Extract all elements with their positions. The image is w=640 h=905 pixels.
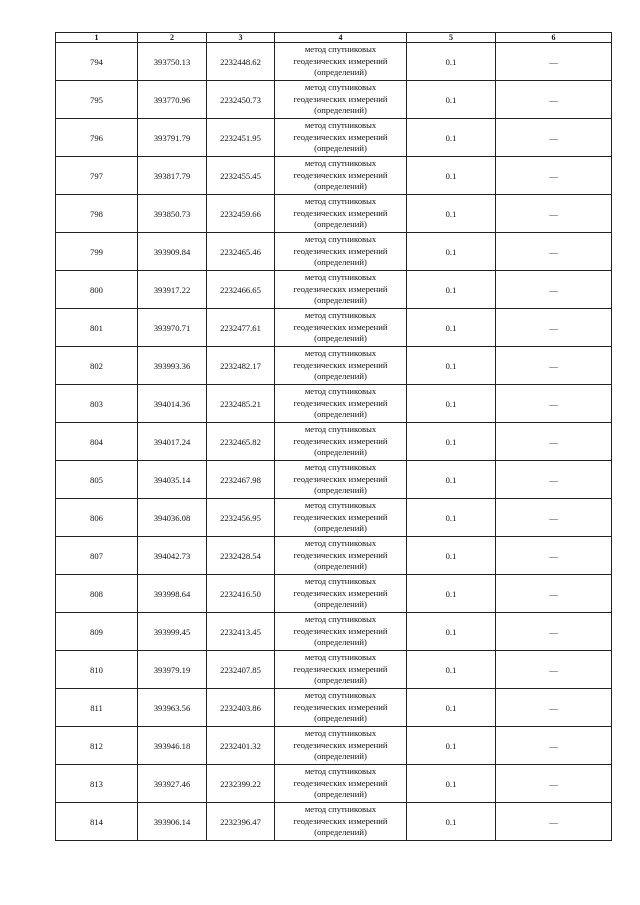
y-coordinate-cell: 2232407.85 (207, 651, 275, 689)
method-line: (определений) (314, 561, 367, 572)
note-cell: — (496, 385, 612, 423)
method-line: метод спутниковых (304, 310, 377, 321)
coordinates-table (55, 32, 612, 841)
accuracy-cell: 0.1 (407, 81, 496, 119)
point-number-cell: 810 (56, 651, 138, 689)
method-cell (275, 119, 407, 157)
method-line: (определений) (314, 181, 367, 192)
y-coordinate-cell: 2232465.46 (207, 233, 275, 271)
x-coordinate-cell: 393917.22 (138, 271, 207, 309)
table-row (56, 119, 612, 157)
x-coordinate-cell: 394036.08 (138, 499, 207, 537)
method-line: метод спутниковых (304, 804, 377, 815)
point-number-cell: 813 (56, 765, 138, 803)
note-cell: — (496, 119, 612, 157)
method-cell (275, 461, 407, 499)
note-cell: — (496, 765, 612, 803)
note-cell: — (496, 195, 612, 233)
accuracy-cell: 0.1 (407, 385, 496, 423)
method-line: (определений) (314, 371, 367, 382)
table-row (56, 423, 612, 461)
x-coordinate-cell: 393946.18 (138, 727, 207, 765)
y-coordinate-cell: 2232466.65 (207, 271, 275, 309)
y-coordinate-cell: 2232413.45 (207, 613, 275, 651)
table-row (56, 499, 612, 537)
x-coordinate-cell: 393850.73 (138, 195, 207, 233)
point-number-cell: 794 (56, 43, 138, 81)
header-col-2: 2 (138, 33, 207, 43)
method-line: (определений) (314, 257, 367, 268)
method-line: геодезических измерений (293, 815, 388, 826)
point-number-cell: 797 (56, 157, 138, 195)
method-line: метод спутниковых (304, 82, 377, 93)
note-cell: — (496, 499, 612, 537)
method-line: геодезических измерений (293, 131, 388, 142)
x-coordinate-cell: 394042.73 (138, 537, 207, 575)
accuracy-cell: 0.1 (407, 43, 496, 81)
method-line: (определений) (314, 67, 367, 78)
table-row (56, 347, 612, 385)
method-line: геодезических измерений (293, 473, 388, 484)
method-line: метод спутниковых (304, 766, 377, 777)
x-coordinate-cell: 393993.36 (138, 347, 207, 385)
x-coordinate-cell: 394014.36 (138, 385, 207, 423)
y-coordinate-cell: 2232428.54 (207, 537, 275, 575)
method-line: (определений) (314, 409, 367, 420)
method-line: (определений) (314, 713, 367, 724)
method-cell (275, 309, 407, 347)
table-row (56, 575, 612, 613)
point-number-cell: 809 (56, 613, 138, 651)
method-line: (определений) (314, 751, 367, 762)
method-cell (275, 499, 407, 537)
note-cell: — (496, 81, 612, 119)
x-coordinate-cell: 394017.24 (138, 423, 207, 461)
accuracy-cell: 0.1 (407, 233, 496, 271)
method-line: метод спутниковых (304, 44, 377, 55)
method-line: геодезических измерений (293, 701, 388, 712)
accuracy-cell: 0.1 (407, 195, 496, 233)
y-coordinate-cell: 2232485.21 (207, 385, 275, 423)
method-line: геодезических измерений (293, 625, 388, 636)
method-line: геодезических измерений (293, 55, 388, 66)
method-line: (определений) (314, 827, 367, 838)
x-coordinate-cell: 393909.84 (138, 233, 207, 271)
method-line: (определений) (314, 599, 367, 610)
method-cell (275, 271, 407, 309)
note-cell: — (496, 423, 612, 461)
x-coordinate-cell: 393963.56 (138, 689, 207, 727)
table-row (56, 195, 612, 233)
point-number-cell: 811 (56, 689, 138, 727)
accuracy-cell: 0.1 (407, 423, 496, 461)
header-col-4: 4 (275, 33, 407, 43)
accuracy-cell: 0.1 (407, 537, 496, 575)
point-number-cell: 801 (56, 309, 138, 347)
accuracy-cell: 0.1 (407, 461, 496, 499)
table-row (56, 803, 612, 841)
x-coordinate-cell: 393906.14 (138, 803, 207, 841)
y-coordinate-cell: 2232459.66 (207, 195, 275, 233)
note-cell: — (496, 537, 612, 575)
method-line: геодезических измерений (293, 777, 388, 788)
method-line: метод спутниковых (304, 234, 377, 245)
accuracy-cell: 0.1 (407, 347, 496, 385)
method-line: геодезических измерений (293, 93, 388, 104)
method-cell (275, 233, 407, 271)
method-line: метод спутниковых (304, 196, 377, 207)
x-coordinate-cell: 394035.14 (138, 461, 207, 499)
method-line: (определений) (314, 485, 367, 496)
x-coordinate-cell: 393979.19 (138, 651, 207, 689)
table-row (56, 689, 612, 727)
method-line: (определений) (314, 219, 367, 230)
method-cell (275, 727, 407, 765)
note-cell: — (496, 575, 612, 613)
note-cell: — (496, 689, 612, 727)
method-line: геодезических измерений (293, 511, 388, 522)
method-line: геодезических измерений (293, 245, 388, 256)
method-line: геодезических измерений (293, 359, 388, 370)
method-cell (275, 195, 407, 233)
table-row (56, 651, 612, 689)
point-number-cell: 796 (56, 119, 138, 157)
method-line: метод спутниковых (304, 120, 377, 131)
point-number-cell: 795 (56, 81, 138, 119)
y-coordinate-cell: 2232416.50 (207, 575, 275, 613)
method-cell (275, 613, 407, 651)
method-line: метод спутниковых (304, 500, 377, 511)
y-coordinate-cell: 2232465.82 (207, 423, 275, 461)
x-coordinate-cell: 393998.64 (138, 575, 207, 613)
y-coordinate-cell: 2232477.61 (207, 309, 275, 347)
y-coordinate-cell: 2232450.73 (207, 81, 275, 119)
accuracy-cell: 0.1 (407, 309, 496, 347)
method-cell (275, 347, 407, 385)
table-row (56, 43, 612, 81)
method-cell (275, 765, 407, 803)
y-coordinate-cell: 2232467.98 (207, 461, 275, 499)
table-row (56, 271, 612, 309)
method-line: (определений) (314, 447, 367, 458)
method-cell (275, 385, 407, 423)
note-cell: — (496, 727, 612, 765)
point-number-cell: 798 (56, 195, 138, 233)
table-row (56, 385, 612, 423)
method-cell (275, 43, 407, 81)
point-number-cell: 808 (56, 575, 138, 613)
accuracy-cell: 0.1 (407, 727, 496, 765)
y-coordinate-cell: 2232403.86 (207, 689, 275, 727)
method-cell (275, 575, 407, 613)
table-row (56, 157, 612, 195)
note-cell: — (496, 347, 612, 385)
table-row (56, 81, 612, 119)
point-number-cell: 807 (56, 537, 138, 575)
point-number-cell: 806 (56, 499, 138, 537)
method-cell (275, 651, 407, 689)
header-row (56, 33, 612, 43)
method-line: геодезических измерений (293, 283, 388, 294)
point-number-cell: 812 (56, 727, 138, 765)
note-cell: — (496, 233, 612, 271)
note-cell: — (496, 43, 612, 81)
method-line: геодезических измерений (293, 207, 388, 218)
header-col-6: 6 (496, 33, 612, 43)
x-coordinate-cell: 393927.46 (138, 765, 207, 803)
method-line: метод спутниковых (304, 462, 377, 473)
method-cell (275, 423, 407, 461)
method-line: (определений) (314, 789, 367, 800)
y-coordinate-cell: 2232456.95 (207, 499, 275, 537)
table-row (56, 233, 612, 271)
method-line: метод спутниковых (304, 538, 377, 549)
table-row (56, 309, 612, 347)
method-line: (определений) (314, 675, 367, 686)
accuracy-cell: 0.1 (407, 613, 496, 651)
method-line: геодезических измерений (293, 397, 388, 408)
point-number-cell: 799 (56, 233, 138, 271)
method-cell (275, 689, 407, 727)
table-row (56, 727, 612, 765)
accuracy-cell: 0.1 (407, 651, 496, 689)
note-cell: — (496, 309, 612, 347)
accuracy-cell: 0.1 (407, 575, 496, 613)
method-cell (275, 537, 407, 575)
x-coordinate-cell: 393770.96 (138, 81, 207, 119)
table-row (56, 613, 612, 651)
x-coordinate-cell: 393970.71 (138, 309, 207, 347)
accuracy-cell: 0.1 (407, 157, 496, 195)
method-line: метод спутниковых (304, 728, 377, 739)
y-coordinate-cell: 2232455.45 (207, 157, 275, 195)
x-coordinate-cell: 393817.79 (138, 157, 207, 195)
note-cell: — (496, 651, 612, 689)
table-row (56, 537, 612, 575)
method-cell (275, 157, 407, 195)
point-number-cell: 803 (56, 385, 138, 423)
method-line: геодезических измерений (293, 321, 388, 332)
note-cell: — (496, 803, 612, 841)
method-line: геодезических измерений (293, 587, 388, 598)
y-coordinate-cell: 2232451.95 (207, 119, 275, 157)
method-line: (определений) (314, 637, 367, 648)
point-number-cell: 804 (56, 423, 138, 461)
method-line: метод спутниковых (304, 576, 377, 587)
method-line: (определений) (314, 333, 367, 344)
y-coordinate-cell: 2232482.17 (207, 347, 275, 385)
method-line: метод спутниковых (304, 348, 377, 359)
accuracy-cell: 0.1 (407, 271, 496, 309)
y-coordinate-cell: 2232401.32 (207, 727, 275, 765)
header-col-3: 3 (207, 33, 275, 43)
method-line: метод спутниковых (304, 652, 377, 663)
point-number-cell: 802 (56, 347, 138, 385)
accuracy-cell: 0.1 (407, 499, 496, 537)
x-coordinate-cell: 393750.13 (138, 43, 207, 81)
table-row (56, 765, 612, 803)
method-line: (определений) (314, 295, 367, 306)
method-line: (определений) (314, 105, 367, 116)
method-line: (определений) (314, 143, 367, 154)
method-line: геодезических измерений (293, 435, 388, 446)
accuracy-cell: 0.1 (407, 119, 496, 157)
point-number-cell: 800 (56, 271, 138, 309)
method-cell (275, 81, 407, 119)
method-line: метод спутниковых (304, 424, 377, 435)
accuracy-cell: 0.1 (407, 803, 496, 841)
method-line: геодезических измерений (293, 169, 388, 180)
x-coordinate-cell: 393999.45 (138, 613, 207, 651)
note-cell: — (496, 157, 612, 195)
method-cell (275, 803, 407, 841)
accuracy-cell: 0.1 (407, 689, 496, 727)
method-line: метод спутниковых (304, 386, 377, 397)
x-coordinate-cell: 393791.79 (138, 119, 207, 157)
method-line: метод спутниковых (304, 272, 377, 283)
method-line: геодезических измерений (293, 549, 388, 560)
accuracy-cell: 0.1 (407, 765, 496, 803)
y-coordinate-cell: 2232399.22 (207, 765, 275, 803)
y-coordinate-cell: 2232448.62 (207, 43, 275, 81)
point-number-cell: 814 (56, 803, 138, 841)
note-cell: — (496, 461, 612, 499)
point-number-cell: 805 (56, 461, 138, 499)
method-line: геодезических измерений (293, 739, 388, 750)
method-line: (определений) (314, 523, 367, 534)
note-cell: — (496, 613, 612, 651)
note-cell: — (496, 271, 612, 309)
y-coordinate-cell: 2232396.47 (207, 803, 275, 841)
header-col-5: 5 (407, 33, 496, 43)
table-row (56, 461, 612, 499)
method-line: метод спутниковых (304, 614, 377, 625)
header-col-1: 1 (56, 33, 138, 43)
method-line: метод спутниковых (304, 158, 377, 169)
method-line: метод спутниковых (304, 690, 377, 701)
method-line: геодезических измерений (293, 663, 388, 674)
